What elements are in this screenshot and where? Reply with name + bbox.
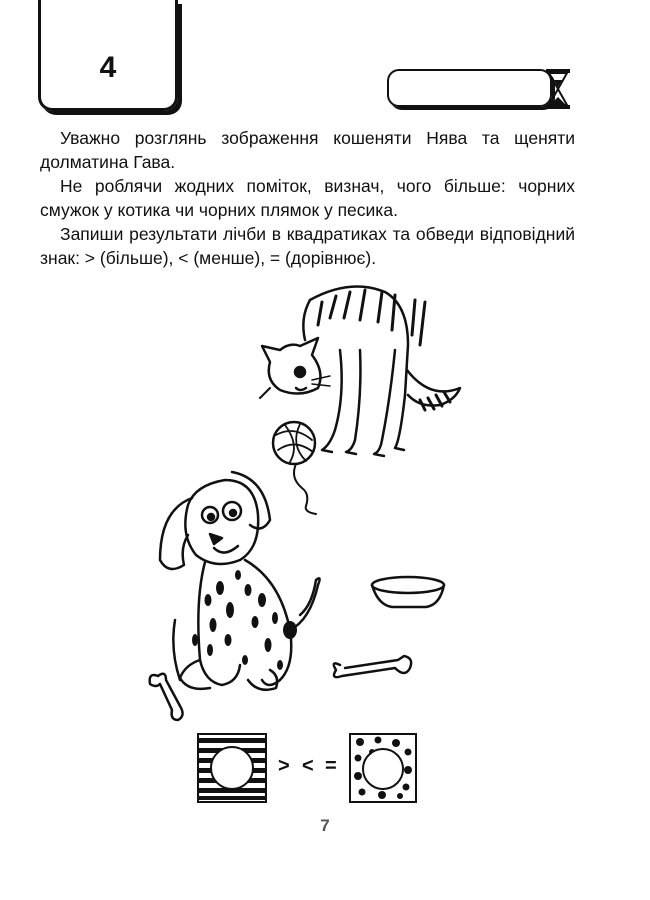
equal-sign[interactable]: = xyxy=(325,755,337,777)
instruction-paragraph: Запиши результати лічби в квадратиках та обведи відповідний знак: > (більше), < (менше), = (дорівнює). xyxy=(40,224,575,268)
instructions xyxy=(40,126,575,270)
task-number-box xyxy=(38,0,178,111)
less-sign[interactable]: < xyxy=(302,755,314,777)
page-number: 7 xyxy=(320,816,330,835)
greater-sign[interactable]: > xyxy=(278,755,290,777)
bowl-illustration xyxy=(372,577,444,607)
instruction-paragraph: Не роблячи жодних поміток, визнач, чого більше: чорних смужок у котика чи чорних плямок у песика. xyxy=(40,176,575,220)
hourglass-icon xyxy=(545,68,571,110)
task-number: 4 xyxy=(99,51,117,84)
instruction-paragraph: Уважно розглянь зображення кошеняти Нява та щеняти долматина Гава. xyxy=(40,128,575,172)
stripes-box-icon xyxy=(198,734,266,802)
dog-illustration xyxy=(160,472,320,690)
yarn-ball-illustration xyxy=(273,422,316,514)
spots-box-icon xyxy=(350,734,416,802)
time-answer-field[interactable] xyxy=(387,69,552,107)
illustration xyxy=(0,270,650,730)
